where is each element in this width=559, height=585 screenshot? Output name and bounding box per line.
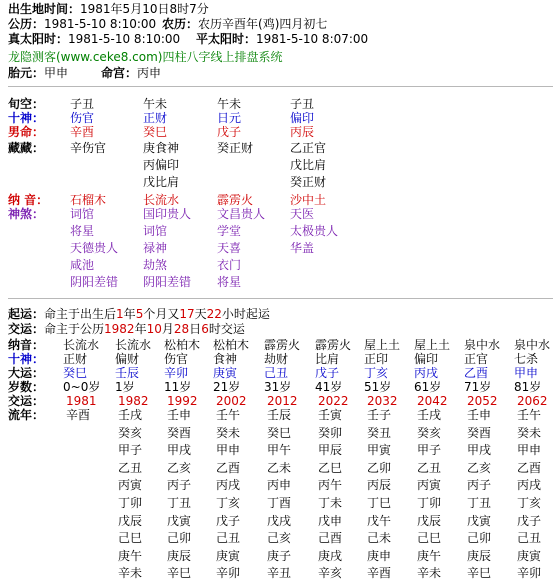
- dayun-row-label: 纳音：: [8, 338, 45, 352]
- dayun-ganzhi-cell: 壬辰: [115, 366, 140, 380]
- liunian-cell: 乙酉: [517, 460, 542, 475]
- liunian-cell: 庚辰: [167, 548, 192, 563]
- dayun-row-label: 十神：: [8, 352, 45, 366]
- liunian-cell: 丙寅: [417, 478, 442, 493]
- liunian-cell: 丙戌: [216, 478, 241, 493]
- minggong-label: 命宫：: [101, 66, 138, 80]
- liunian-cell: 庚辰: [467, 548, 492, 563]
- shishen-cell: 偏印: [290, 111, 315, 125]
- dayun-age-cell: 1岁: [115, 380, 135, 394]
- dayun-shishen-cell: 正官: [464, 352, 489, 366]
- liunian-cell: 甲寅: [367, 443, 392, 458]
- true-solar-value: 1981-5-10 8:10:00: [68, 32, 181, 46]
- liunian-cell: 庚午: [417, 548, 442, 563]
- liunian-cell: 戊辰: [118, 513, 143, 528]
- canggan-cell: 癸正财: [217, 141, 254, 155]
- nongli-label: 农历：: [162, 17, 199, 31]
- xunkong-cell: 子丑: [70, 97, 95, 111]
- shishen-cell: 正财: [143, 111, 168, 125]
- shensha-cell: 咸池: [70, 258, 95, 272]
- shensha-cell: 国印贵人: [143, 207, 192, 221]
- jiaoyun-part: 命主于公历: [44, 322, 105, 336]
- liunian-cell: 庚戌: [318, 548, 343, 563]
- shensha-cell: 将星: [70, 224, 95, 238]
- dayun-year-cell: 1982: [118, 394, 149, 408]
- liunian-cell: 己卯: [167, 531, 192, 546]
- liunian-cell: 壬午: [216, 408, 241, 422]
- jiaoyun-part: 6: [201, 322, 209, 336]
- liunian-cell: 壬辰: [267, 408, 292, 422]
- liunian-cell: 壬戌: [118, 408, 143, 422]
- liunian-cell: 癸亥: [118, 425, 143, 440]
- shensha-cell: 阴阳差错: [70, 275, 119, 289]
- jiaoyun-part: 年: [134, 322, 147, 336]
- minggong-value: 丙申: [137, 66, 162, 80]
- shensha-cell: 衣门: [217, 258, 242, 272]
- true-solar-label: 真太阳时：: [8, 32, 69, 46]
- liunian-cell: 辛卯: [517, 566, 542, 581]
- jiaoyun-text: [44, 322, 245, 336]
- nayin-cell: 长流水: [143, 193, 180, 207]
- taiyuan-line: [8, 66, 68, 80]
- dayun-shishen-cell: 正印: [364, 352, 389, 366]
- canggan-cell: 庚食神: [143, 141, 180, 155]
- dayun-year-cell: 2062: [517, 394, 548, 408]
- liunian-cell: 己酉: [318, 531, 343, 546]
- liunian-cell: 辛卯: [216, 566, 241, 581]
- qiyun-line: [8, 307, 270, 321]
- dayun-nayin-cell: 泉中水: [464, 338, 501, 352]
- qiyun-label: 起运：: [8, 307, 45, 321]
- xunkong-cell: 午未: [143, 97, 168, 111]
- liunian-cell: 戊辰: [417, 513, 442, 528]
- liunian-cell: 癸亥: [417, 425, 442, 440]
- nongli-value: 农历辛酉年(鸡)四月初七: [198, 17, 328, 31]
- nayin-cell: 霹雳火: [217, 193, 254, 207]
- mean-solar-value: 1981-5-10 8:07:00: [256, 32, 369, 46]
- liunian-cell: 癸巳: [267, 425, 292, 440]
- dayun-shishen-cell: 食神: [213, 352, 238, 366]
- shensha-cell: 华盖: [290, 241, 315, 255]
- jiaoyun-line: [8, 322, 245, 336]
- liunian-cell: 乙卯: [367, 460, 392, 475]
- dayun-age-cell: 0~0岁: [63, 380, 101, 394]
- liunian-cell: 丙辰: [367, 478, 392, 493]
- shensha-cell: 文昌贵人: [217, 207, 266, 221]
- liunian-cell: 戊寅: [467, 513, 492, 528]
- dayun-row-label: 交运：: [8, 394, 45, 408]
- dayun-age-cell: 51岁: [364, 380, 392, 394]
- nayin-cell: 石榴木: [70, 193, 107, 207]
- shensha-cell: 天德贵人: [70, 241, 119, 255]
- liunian-cell: 丙戌: [517, 478, 542, 493]
- divider: [8, 298, 553, 299]
- liunian-cell: 丙寅: [118, 478, 143, 493]
- dayun-year-cell: 2052: [467, 394, 498, 408]
- liunian-cell: 癸未: [517, 425, 542, 440]
- divider: [8, 86, 553, 87]
- dayun-nayin-cell: 长流水: [63, 338, 100, 352]
- birth-time-value: 1981年5月10日8时7分: [80, 2, 209, 16]
- dayun-shishen-cell: 偏印: [414, 352, 439, 366]
- liunian-cell: 丙子: [467, 478, 492, 493]
- dayun-year-cell: 2042: [417, 394, 448, 408]
- liunian-cell: 乙丑: [417, 460, 442, 475]
- liunian-cell: 辛亥: [318, 566, 343, 581]
- liunian-cell: 甲戌: [467, 443, 492, 458]
- liunian-cell: 己巳: [417, 531, 442, 546]
- shensha-cell: 天喜: [217, 241, 242, 255]
- dayun-row-label: 岁数：: [8, 380, 45, 394]
- liunian-cell: 丁亥: [517, 496, 542, 510]
- liunian-cell: 壬戌: [417, 408, 442, 422]
- qiyun-part: 天: [194, 307, 207, 321]
- birth-time-line: [8, 2, 209, 16]
- liunian-cell: 己卯: [467, 531, 492, 546]
- shishen-label: 十神：: [8, 111, 45, 125]
- liunian-cell: 乙巳: [318, 460, 343, 475]
- qiyun-part: 个月又: [143, 307, 180, 321]
- liunian-cell: 己亥: [267, 531, 292, 546]
- dayun-age-cell: 31岁: [264, 380, 292, 394]
- dayun-age-cell: 61岁: [414, 380, 442, 394]
- shishen-cell: 伤官: [70, 111, 95, 125]
- liunian-cell: 庚寅: [216, 548, 241, 563]
- shishen-cell: 日元: [217, 111, 242, 125]
- canggan-cell: 戊比肩: [143, 175, 180, 189]
- dayun-ganzhi-cell: 丁亥: [364, 366, 389, 380]
- liunian-cell: 癸酉: [467, 425, 492, 440]
- liunian-cell: 己巳: [118, 531, 143, 546]
- gongli-value: 1981-5-10 8:10:00: [44, 17, 157, 31]
- dayun-nayin-cell: 长流水: [115, 338, 152, 352]
- liunian-cell: 癸丑: [367, 425, 392, 440]
- dayun-year-cell: 2002: [216, 394, 247, 408]
- mean-solar-line: [196, 32, 368, 46]
- dayun-ganzhi-cell: 丙戌: [414, 366, 439, 380]
- liunian-cell: 癸卯: [318, 425, 343, 440]
- liunian-cell: 甲辰: [318, 443, 343, 458]
- liunian-cell: 壬子: [367, 408, 392, 422]
- liunian-cell: 辛未: [417, 566, 442, 581]
- dayun-ganzhi-cell: 癸巳: [63, 366, 88, 380]
- shensha-cell: 禄神: [143, 241, 168, 255]
- dayun-age-cell: 21岁: [213, 380, 241, 394]
- liunian-cell: 辛巳: [467, 566, 492, 581]
- liunian-cell: 甲午: [267, 443, 292, 458]
- liunian-cell: 庚寅: [517, 548, 542, 563]
- liunian-cell: 乙酉: [216, 460, 241, 475]
- dayun-age-cell: 11岁: [164, 380, 192, 394]
- shensha-cell: 太极贵人: [290, 224, 339, 238]
- shensha-label: 神煞：: [8, 207, 45, 221]
- liunian-cell: 丙申: [267, 478, 292, 493]
- qiyun-text: [44, 307, 270, 321]
- dayun-ganzhi-cell: 甲申: [514, 366, 539, 380]
- liunian-cell: 癸未: [216, 425, 241, 440]
- liunian-cell: 甲申: [517, 443, 542, 458]
- jiaoyun-part: 日: [189, 322, 202, 336]
- qiyun-part: 17: [179, 307, 195, 321]
- qiyun-part: 22: [206, 307, 222, 321]
- shensha-cell: 劫煞: [143, 258, 168, 272]
- taiyuan-value: 甲申: [44, 66, 69, 80]
- liunian-cell: 丁丑: [167, 496, 192, 510]
- dayun-year-cell: 2032: [367, 394, 398, 408]
- jiaoyun-part: 月: [161, 322, 174, 336]
- dayun-age-cell: 71岁: [464, 380, 492, 394]
- shensha-cell: 词馆: [143, 224, 168, 238]
- site-link[interactable]: 龙隐测客(www.ceke8.com)四柱八字线上排盘系统: [8, 50, 283, 64]
- liunian-cell: 壬午: [517, 408, 542, 422]
- dayun-year-cell: 2022: [318, 394, 349, 408]
- liunian-cell: 庚申: [367, 548, 392, 563]
- liunian-cell: 乙亥: [467, 460, 492, 475]
- jiaoyun-part: 10: [146, 322, 162, 336]
- nongli-line: [162, 17, 327, 31]
- qiyun-part: 1: [116, 307, 124, 321]
- dayun-ganzhi-cell: 乙酉: [464, 366, 489, 380]
- dayun-row-label: 流年：: [8, 408, 45, 422]
- liunian-cell: 丁丑: [467, 496, 492, 510]
- dayun-shishen-cell: 劫财: [264, 352, 289, 366]
- liunian-cell: 壬申: [167, 408, 192, 422]
- liunian-cell: 辛酉: [367, 566, 392, 581]
- ganzhi-cell: 辛酉: [70, 125, 95, 139]
- jiaoyun-label: 交运：: [8, 322, 45, 336]
- qiyun-part: 年: [123, 307, 136, 321]
- liunian-cell: 乙亥: [167, 460, 192, 475]
- shensha-cell: 学堂: [217, 224, 242, 238]
- shensha-cell: 词馆: [70, 207, 95, 221]
- dayun-row-label: 大运：: [8, 366, 45, 380]
- dayun-ganzhi-cell: 辛卯: [164, 366, 189, 380]
- gongli-line: [8, 17, 156, 31]
- dayun-shishen-cell: 比肩: [315, 352, 340, 366]
- ganzhi-cell: 丙辰: [290, 125, 315, 139]
- canggan-cell: 乙正官: [290, 141, 327, 155]
- liunian-cell: 辛丑: [267, 566, 292, 581]
- qiyun-part: 5: [135, 307, 144, 321]
- dayun-year-cell: 2012: [267, 394, 298, 408]
- liunian-cell: 辛酉: [66, 408, 91, 422]
- liunian-cell: 戊子: [517, 513, 542, 528]
- dayun-age-cell: 41岁: [315, 380, 343, 394]
- liunian-cell: 甲申: [216, 443, 241, 458]
- liunian-cell: 戊寅: [167, 513, 192, 528]
- liunian-cell: 己丑: [216, 531, 241, 546]
- dayun-shishen-cell: 偏财: [115, 352, 140, 366]
- liunian-cell: 庚子: [267, 548, 292, 563]
- liunian-cell: 壬寅: [318, 408, 343, 422]
- dayun-nayin-cell: 屋上土: [364, 338, 401, 352]
- dayun-nayin-cell: 屋上土: [414, 338, 451, 352]
- gongli-label: 公历：: [8, 17, 45, 31]
- minggong-line: [101, 66, 161, 80]
- liunian-cell: 丁亥: [216, 496, 241, 510]
- dayun-nayin-cell: 松柏木: [164, 338, 201, 352]
- mean-solar-label: 平太阳时：: [196, 32, 257, 46]
- dayun-year-cell: 1981: [66, 394, 97, 408]
- liunian-cell: 丁卯: [417, 496, 442, 510]
- liunian-cell: 戊子: [216, 513, 241, 528]
- liunian-cell: 乙丑: [118, 460, 143, 475]
- liunian-cell: 己丑: [517, 531, 542, 546]
- liunian-cell: 戊戌: [267, 513, 292, 528]
- jiaoyun-part: 时交运: [208, 322, 245, 336]
- dayun-shishen-cell: 正财: [63, 352, 88, 366]
- nayin-cell: 沙中土: [290, 193, 327, 207]
- shensha-cell: 天医: [290, 207, 315, 221]
- true-solar-line: [8, 32, 180, 46]
- liunian-cell: 戊申: [318, 513, 343, 528]
- liunian-cell: 癸酉: [167, 425, 192, 440]
- jiaoyun-part: 28: [173, 322, 190, 336]
- taiyuan-label: 胎元：: [8, 66, 45, 80]
- ganzhi-cell: 戊子: [217, 125, 242, 139]
- birth-time-label: 出生地时间：: [8, 2, 81, 16]
- canggan-label: 藏藏：: [8, 141, 45, 155]
- dayun-nayin-cell: 松柏木: [213, 338, 250, 352]
- liunian-cell: 乙未: [267, 460, 292, 475]
- liunian-cell: 辛巳: [167, 566, 192, 581]
- liunian-cell: 丙午: [318, 478, 343, 493]
- canggan-cell: 戊比肩: [290, 158, 327, 172]
- xunkong-cell: 子丑: [290, 97, 315, 111]
- dayun-nayin-cell: 泉中水: [514, 338, 551, 352]
- dayun-ganzhi-cell: 戊子: [315, 366, 340, 380]
- jiaoyun-part: 1982: [104, 322, 135, 336]
- xunkong-label: 旬空：: [8, 97, 45, 111]
- liunian-cell: 己未: [367, 531, 392, 546]
- dayun-year-cell: 1992: [167, 394, 198, 408]
- liunian-cell: 丁未: [318, 496, 343, 510]
- liunian-cell: 丙子: [167, 478, 192, 493]
- liunian-cell: 辛未: [118, 566, 143, 581]
- liunian-cell: 甲子: [118, 443, 143, 458]
- liunian-cell: 甲子: [417, 443, 442, 458]
- canggan-cell: 辛伤官: [70, 141, 107, 155]
- nayin-label: 纳 音：: [8, 193, 49, 207]
- dayun-shishen-cell: 七杀: [514, 352, 539, 366]
- dayun-ganzhi-cell: 庚寅: [213, 366, 238, 380]
- qiyun-part: 命主于出生后: [44, 307, 117, 321]
- ganzhi-cell: 癸巳: [143, 125, 168, 139]
- liunian-cell: 丁巳: [367, 496, 392, 510]
- shensha-cell: 将星: [217, 275, 242, 289]
- dayun-shishen-cell: 伤官: [164, 352, 189, 366]
- gender-label: 男命：: [8, 125, 45, 139]
- dayun-age-cell: 81岁: [514, 380, 542, 394]
- canggan-cell: 癸正财: [290, 175, 327, 189]
- qiyun-part: 小时起运: [221, 307, 270, 321]
- dayun-nayin-cell: 霹雳火: [315, 338, 352, 352]
- liunian-cell: 甲戌: [167, 443, 192, 458]
- liunian-cell: 丁酉: [267, 496, 292, 510]
- liunian-cell: 戊午: [367, 513, 392, 528]
- xunkong-cell: 午未: [217, 97, 242, 111]
- canggan-cell: 丙偏印: [143, 158, 180, 172]
- liunian-cell: 丁卯: [118, 496, 143, 510]
- shensha-cell: 阴阳差错: [143, 275, 192, 289]
- liunian-cell: 壬申: [467, 408, 492, 422]
- liunian-cell: 庚午: [118, 548, 143, 563]
- dayun-nayin-cell: 霹雳火: [264, 338, 301, 352]
- dayun-ganzhi-cell: 己丑: [264, 366, 289, 380]
